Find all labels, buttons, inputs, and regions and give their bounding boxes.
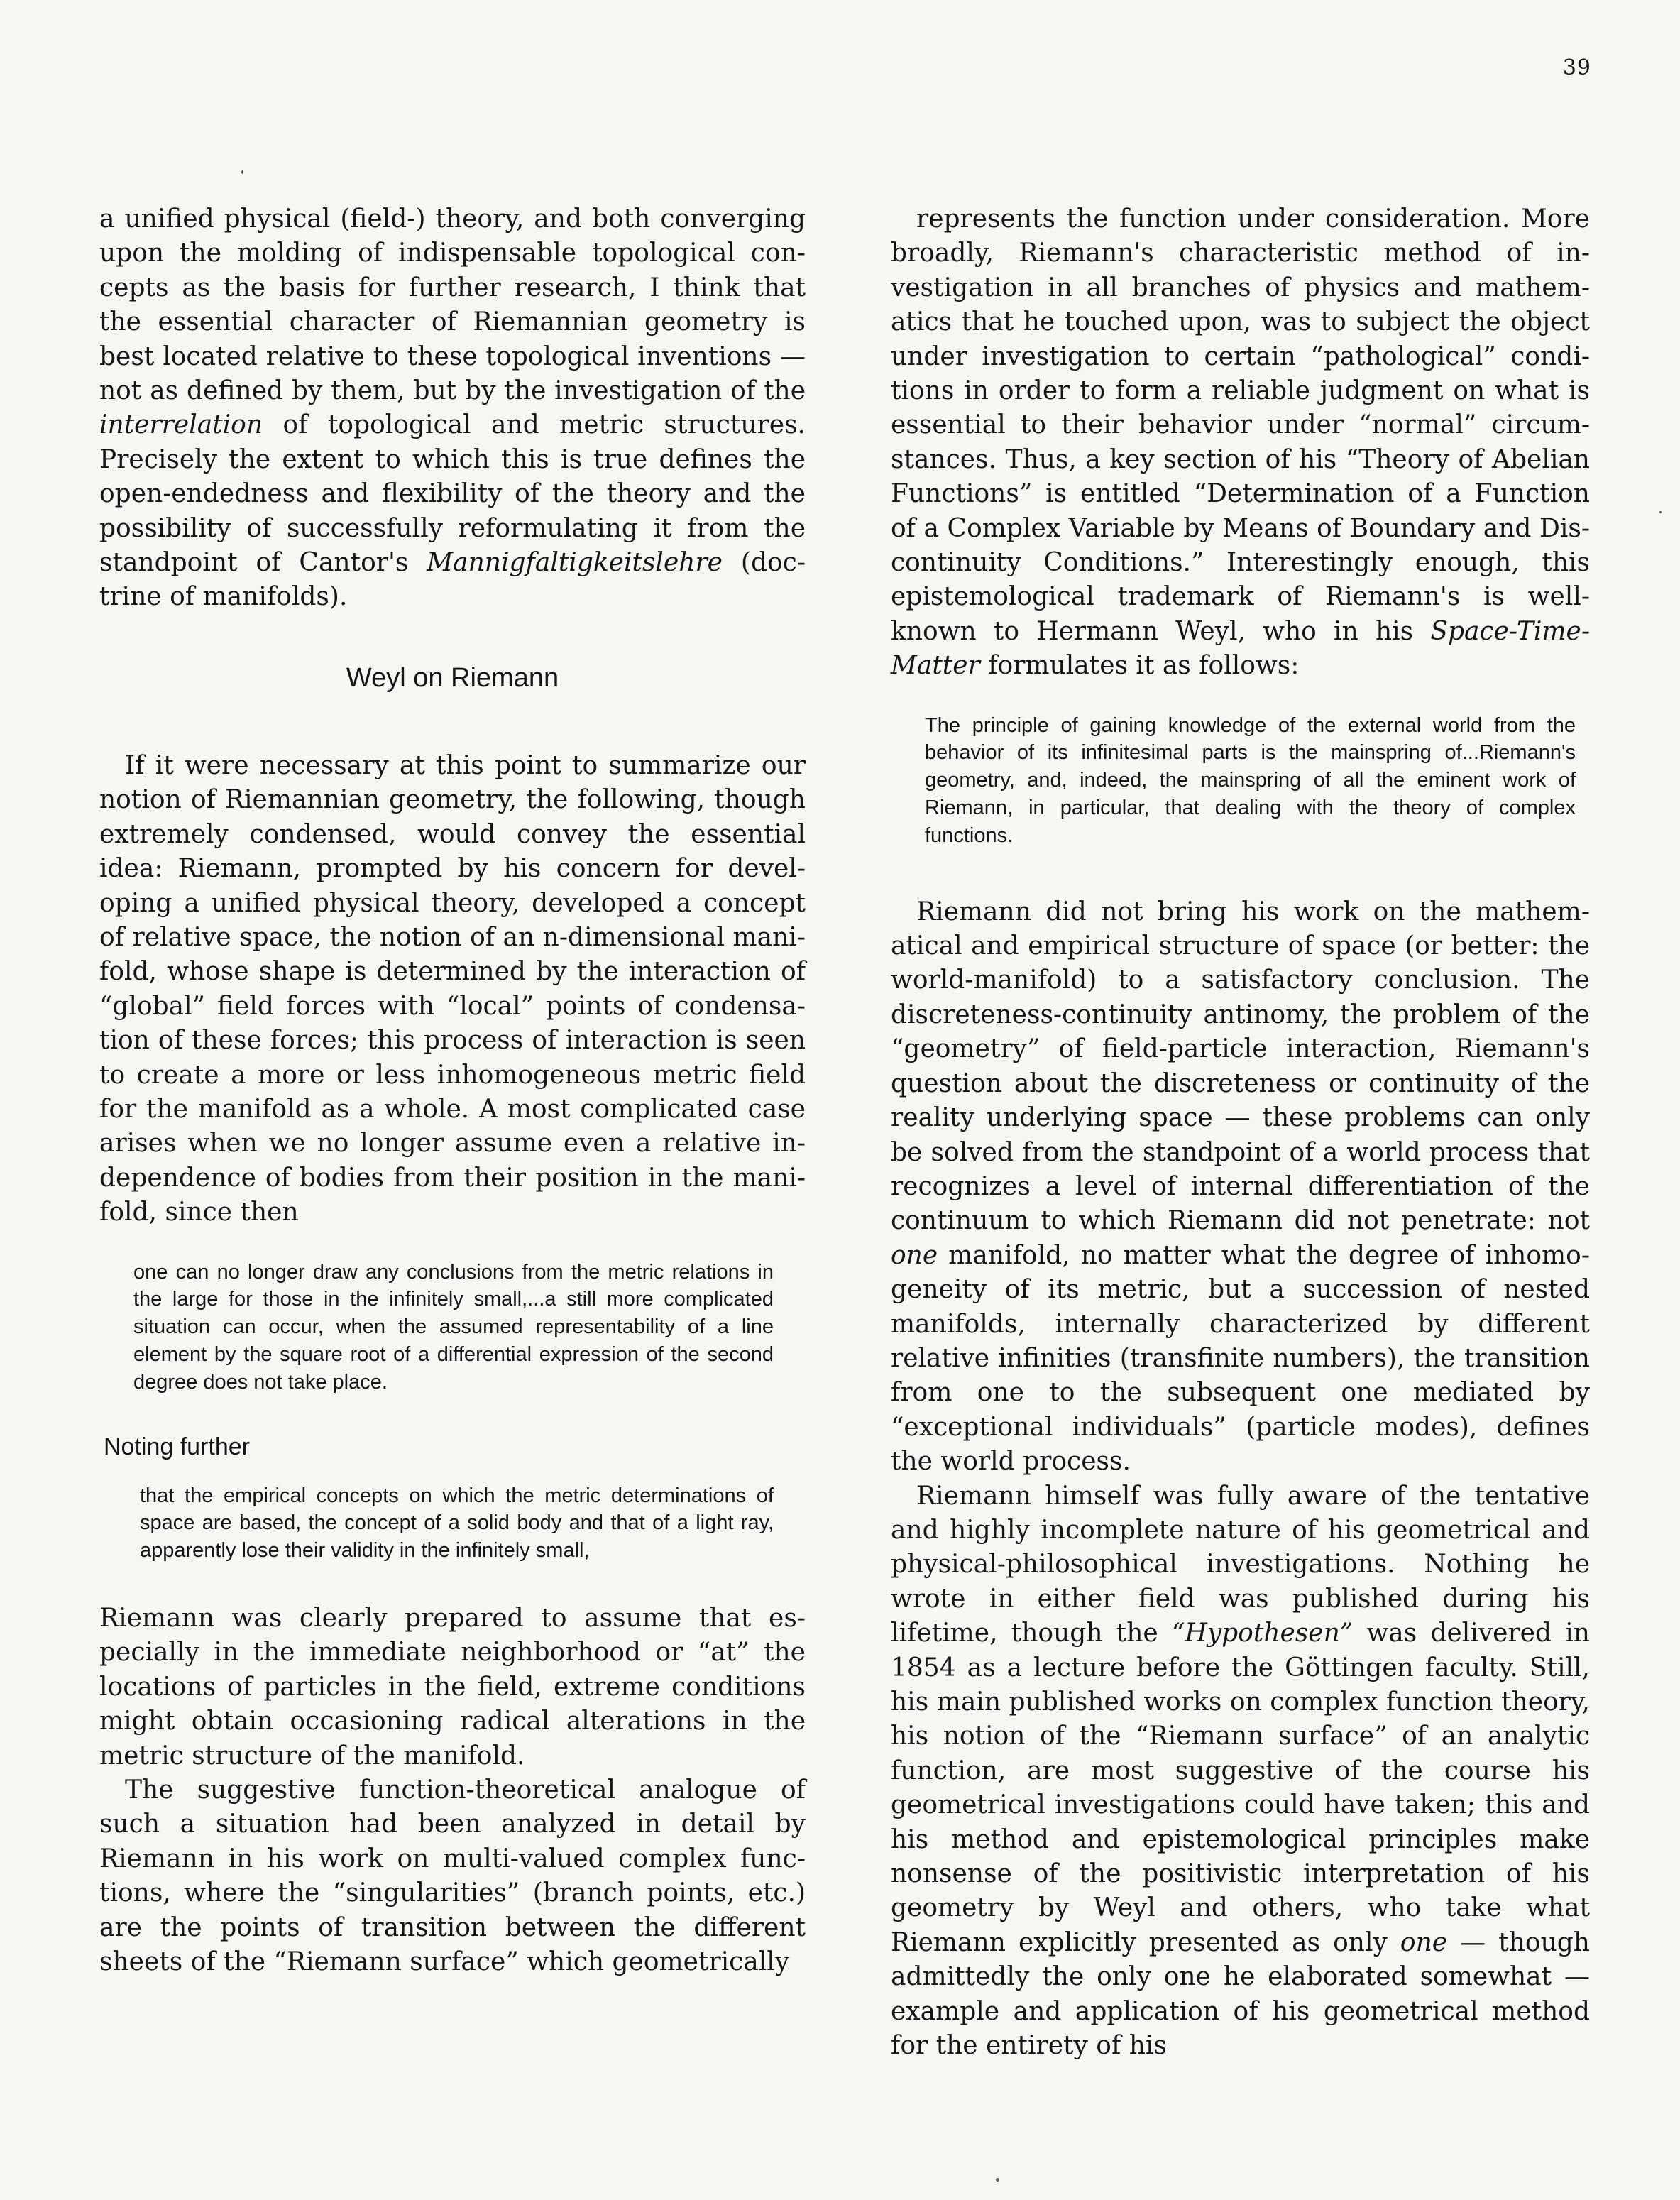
- right-column: [891, 202, 1590, 2063]
- paragraph: represents the function under consideration. More broadly, Riemann's characteristic method of investigation in all branches of physics and mathematics that he touched upon, was to subject the object under investigation to certain “pathological” conditions in order to form a reliable judgment on what is essential to their behavior under “normal” circumstances. Thus, a key section of his “Theory of Abelian Functions” is entitled “Determination of a Function of a Complex Variable by Means of Boundary and Discontinuity Conditions.” Interestingly enough, this epistemological trademark of Riemann's is well-known to Hermann Weyl, who in his Space-Time-Matter formulates it as follows:: [891, 204, 1590, 681]
- block-quote: that the empirical concepts on which the metric determinations of space are based, the concept of a solid body and that of a light ray, apparently lose their validity in the infinitely small,: [140, 1484, 774, 1563]
- scan-speck: [996, 2178, 999, 2182]
- noting-further-text: Noting further: [104, 1433, 250, 1460]
- page-number: 39: [1562, 55, 1591, 80]
- scan-speck: [241, 170, 243, 174]
- section-heading: Weyl on Riemann: [346, 662, 559, 693]
- scan-speck: [1659, 511, 1662, 513]
- paragraph: The suggestive function-theoretical analogue of such a situation had been analyzed in detail by Riemann in his work on multi-valued complex functions, where the “singularities” (branch points, etc.) are the points of transition between the different sheets of the “Riemann surface” which geometrically: [99, 1775, 806, 1976]
- left-column: [99, 202, 806, 1979]
- paragraph: Riemann himself was fully aware of the tentative and highly incomplete nature of his geometrical and physical-philosophical investigations. Nothing he wrote in either field was published during his lifetime, though the “Hypothesen” was delivered in 1854 as a lecture before the Göttingen faculty. Still, his main published works on complex function theory, his notion of the “Riemann surface” of an analytic function, are most suggestive of the course his geometrical investigations could have taken; this and his method and epistemological principles make nonsense of the positivistic interpretation of his geometry by Weyl and others, who take what Riemann explicitly presented as only one — though admittedly the only one he elaborated somewhat — example and application of his geometrical method for the entirety of his: [891, 1481, 1590, 2061]
- block-quote: one can no longer draw any conclusions from the metric relations in the large for those in the infinitely small,...a still more complicated situation can occur, when the assumed representability of a line element by the square root of a differential expression of the second degree does not take place.: [133, 1260, 774, 1394]
- paragraph: Riemann did not bring his work on the mathematical and empirical structure of space (or better: the world-manifold) to a satisfactory conclusion. The discreteness-continuity antinomy, the problem of the “geometry” of field-particle interaction, Riemann's question about the discreteness or continuity of the reality underlying space — these problems can only be solved from the standpoint of a world process that recognizes a level of internal differentiation of the continuum to which Riemann did not penetrate: not one manifold, no matter what the degree of inhomogeneity of its metric, but a succession of nested manifolds, internally characterized by different relative infinities (transfinite numbers), the transition from one to the subsequent one mediated by “exceptional individuals” (particle modes), defines the world process.: [891, 897, 1590, 1477]
- paragraph: If it were necessary at this point to summarize our notion of Riemannian geometry, the following, though extremely condensed, would convey the essential idea: Riemann, prompted by his concern for developing a unified physical theory, developed a concept of relative space, the notion of an n-dimensional manifold, whose shape is determined by the interaction of “global” field forces with “local” points of condensation of these forces; this process of interaction is seen to create a more or less inhomogeneous metric field for the manifold as a whole. A most complicated case arises when we no longer assume even a relative independence of bodies from their position in the manifold, since then: [99, 750, 806, 1227]
- paragraph: a unified physical (field-) theory, and both converging upon the molding of indispensable topological concepts as the basis for further research, I think that the essential character of Riemannian geometry is best located relative to these topological inventions — not as defined by them, but by the investigation of the interrelation of topological and metric structures. Precisely the extent to which this is true defines the open-endedness and flexibility of the theory and the possibility of successfully reformulating it from the standpoint of Cantor's Mannigfaltigkeitslehre (doctrine of manifolds).: [99, 204, 806, 612]
- block-quote: The principle of gaining knowledge of the external world from the behavior of its infinitesimal parts is the mainspring of...Riemann's geometry, and, indeed, the mainspring of all the eminent work of Riemann, in particular, that dealing with the theory of complex functions.: [925, 713, 1576, 847]
- paragraph: Riemann was clearly prepared to assume that especially in the immediate neighborhood or “at” the locations of particles in the field, extreme conditions might obtain occasioning radical alterations in the metric structure of the manifold.: [99, 1603, 806, 1771]
